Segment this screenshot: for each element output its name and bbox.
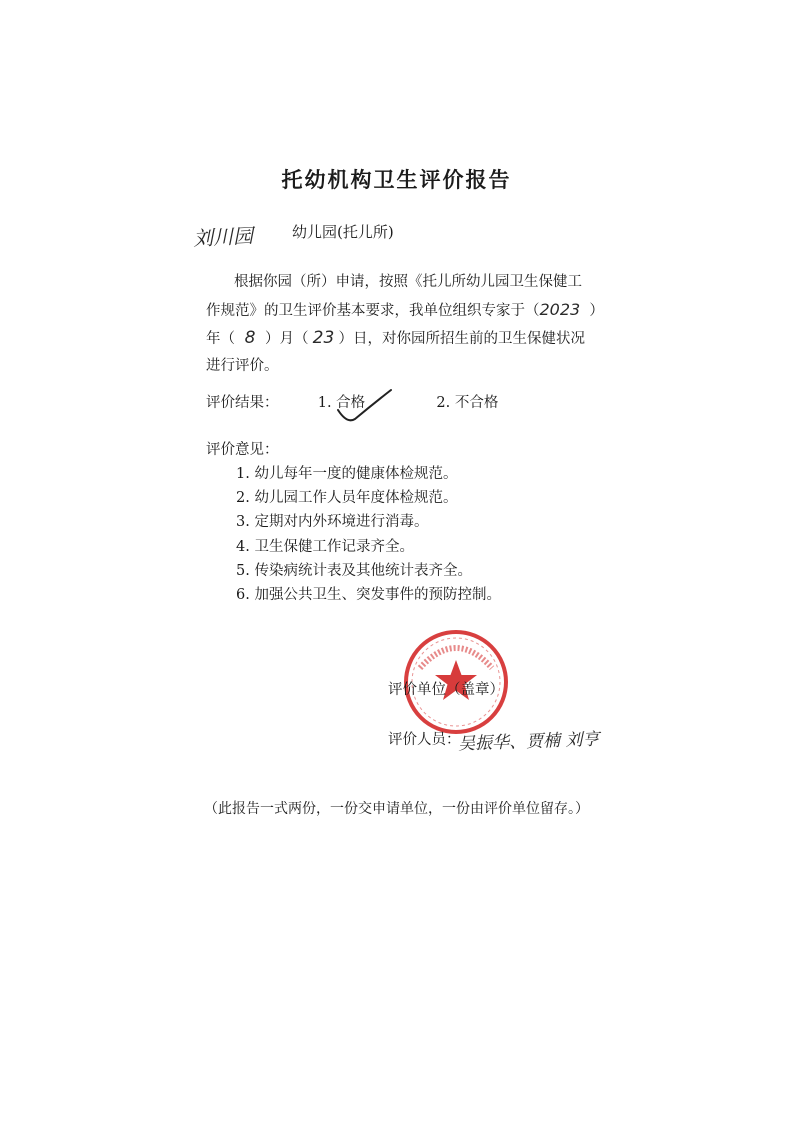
opinion-item: 2. 幼儿园工作人员年度体检规范。 — [236, 490, 458, 507]
para-line-3 — [206, 324, 616, 352]
handwritten-signatures: 吴振华、贾楠 刘亨 — [457, 729, 600, 755]
para-line-3-rest: ）日，对你园所招生前的卫生保健状况 — [338, 331, 585, 347]
opinion-item: 3. 定期对内外环境进行消毒。 — [236, 514, 429, 531]
application-paragraph — [206, 268, 616, 380]
para-line-2: 作规范》的卫生评价基本要求，我单位组织专家于（2023 ） — [206, 300, 604, 319]
footer-note: （此报告一式两份，一份交申请单位，一份由评价单位留存。） — [204, 801, 589, 817]
handwritten-month: 8 — [244, 328, 256, 348]
evaluation-unit-label: 评价单位（盖章） — [388, 682, 504, 698]
opinion-list — [236, 462, 501, 607]
handwritten-day: 23 — [312, 328, 335, 348]
opinion-title: 评价意见： — [206, 442, 279, 458]
report-title: 托幼机构卫生评价报告 — [281, 167, 512, 192]
result-option-pass: 1. 合格 — [317, 395, 366, 411]
para-line-1: 根据你园（所）申请，按照《托儿所幼儿园卫生保健工 — [234, 274, 582, 290]
opinion-item: 4. 卫生保健工作记录齐全。 — [236, 538, 414, 555]
result-option-fail: 2. 不合格 — [436, 395, 499, 411]
para-line-4: 进行评价。 — [206, 358, 279, 374]
opinion-item: 1. 幼儿每年一度的健康体检规范。 — [236, 466, 458, 482]
handwritten-recipient: 刘川园 — [192, 223, 254, 251]
para-line-3-year: 年（ — [206, 331, 235, 347]
opinion-item: 5. 传染病统计表及其他统计表齐全。 — [236, 562, 472, 579]
recipient-suffix: 幼儿园(托儿所) — [292, 223, 394, 241]
checkmark-icon — [335, 386, 395, 426]
para-line-3-month: ）月（ — [265, 331, 309, 347]
handwritten-year: 2023 — [539, 300, 581, 319]
opinion-item: 6. 加强公共卫生、突发事件的预防控制。 — [236, 586, 501, 603]
evaluation-person-label: 评价人员： — [388, 732, 461, 748]
para-line-2-text: 作规范》的卫生评价基本要求，我单位组织专家于 — [206, 303, 525, 319]
result-label: 评价结果： — [206, 395, 279, 411]
